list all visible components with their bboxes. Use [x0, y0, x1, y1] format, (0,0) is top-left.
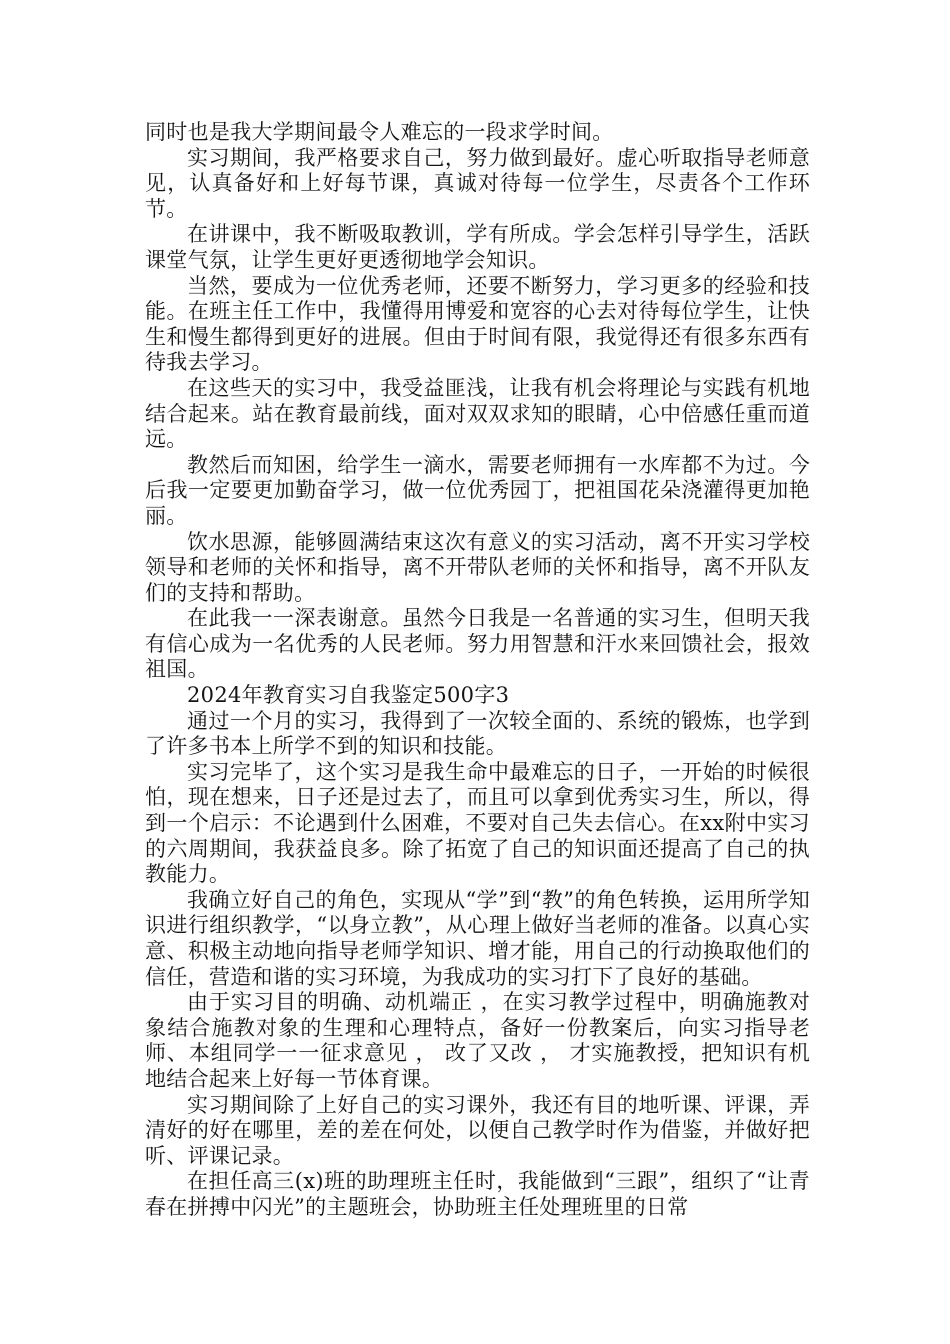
paragraph: 饮水思源，能够圆满结束这次有意义的实习活动，离不开实习学校领导和老师的关怀和指导，离不开带队老师的关怀和指导，离不开队友们的支持和帮助。	[145, 529, 810, 605]
paragraph: 在讲课中，我不断吸取教训，学有所成。学会怎样引导学生，活跃课堂气氛，让学生更好更透彻地学会知识。	[145, 222, 810, 272]
paragraph: 通过一个月的实习，我得到了一次较全面的、系统的锻炼，也学到了许多书本上所学不到的知识和技能。	[145, 708, 810, 759]
section-heading: 2024年教育实习自我鉴定500字3	[187, 683, 510, 708]
paragraph: 实习完毕了，这个实习是我生命中最难忘的日子，一开始的时候很怕，现在想来，日子还是过去了，而且可以拿到优秀实习生，所以，得到一个启示：不论遇到什么困难，不要对自己失去信心。在xx附中实习的六周期间，我获益良多。除了拓宽了自己的知识面还提高了自己的执教能力。	[145, 759, 810, 887]
paragraph: 由于实习目的明确、动机端正 ，在实习教学过程中，明确施教对象结合施教对象的生理和心理特点，备好一份教案后，向实习指导老师、本组同学一一征求意见 ， 改了又改 ， 才实施教授，把知识有机地结合起来上好每一节体育课。	[145, 990, 810, 1091]
paragraph: 教然后而知困，给学生一滴水，需要老师拥有一水库都不为过。今后我一定要更加勤奋学习，做一位优秀园丁，把祖国花朵浇灌得更加艳丽。	[145, 452, 810, 528]
paragraph: 实习期间，我严格要求自己，努力做到最好。虚心听取指导老师意见，认真备好和上好每节课，真诚对待每一位学生，尽责各个工作环节。	[145, 145, 810, 221]
paragraph: 实习期间除了上好自己的实习课外，我还有目的地听课、评课，弄清好的好在哪里，差的差在何处，以便自己教学时作为借鉴，并做好把听、评课记录。	[145, 1092, 810, 1168]
paragraph: 我确立好自己的角色，实现从“学”到“教”的角色转换，运用所学知识进行组织教学，“以身立教”，从心理上做好当老师的准备。以真心实意、积极主动地向指导老师学知识、增才能，用自己的行动换取他们的信任，营造和谐的实习环境，为我成功的实习打下了良好的基础。	[145, 887, 810, 989]
paragraph: 在这些天的实习中，我受益匪浅，让我有机会将理论与实践有机地结合起来。站在教育最前线，面对双双求知的眼睛，心中倍感任重而道远。	[145, 375, 810, 452]
paragraph: 在担任高三(x)班的助理班主任时，我能做到“三跟”，组织了“让青春在拼搏中闪光”的主题班会，协助班主任处理班里的日常	[145, 1169, 810, 1219]
document-page	[145, 120, 810, 1221]
paragraph: 当然，要成为一位优秀老师，还要不断努力，学习更多的经验和技能。在班主任工作中，我懂得用博爱和宽容的心去对待每位学生，让快生和慢生都得到更好的进展。但由于时间有限，我觉得还有很多东西有待我去学习。	[145, 273, 810, 375]
paragraph: 在此我一一深表谢意。虽然今日我是一名普通的实习生，但明天我有信心成为一名优秀的人民老师。努力用智慧和汗水来回馈社会，报效祖国。	[145, 606, 810, 682]
paragraph: 同时也是我大学期间最令人难忘的一段求学时间。	[145, 120, 614, 144]
